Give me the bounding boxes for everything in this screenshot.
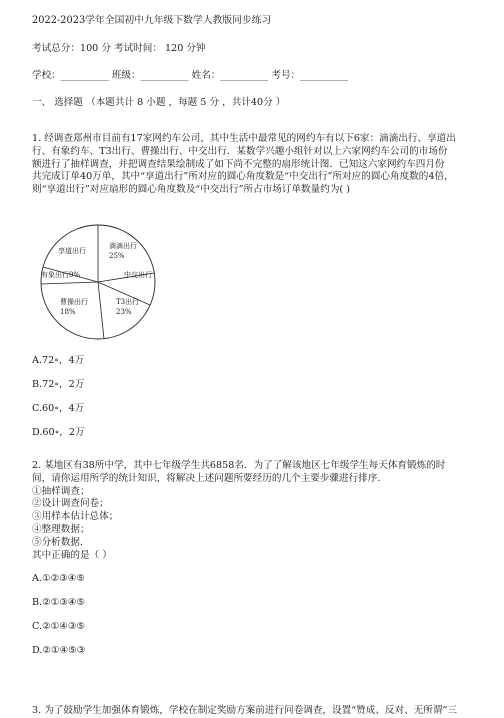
q2-option-b: B.②①③④⑤ (32, 597, 86, 608)
score-info: 考试总分：100 分 考试时间： 120 分钟 (32, 43, 206, 54)
question-2-line: 间，请你运用所学的统计知识，将解决上述问题所要经历的几个主要步骤进行排序． (32, 472, 387, 484)
question-1-line: 额进行了抽样调查，并把调查结果绘制成了如下尚不完整的扇形统计图．已知这六家网约车四月份 (32, 158, 445, 170)
question-2-line: 2. 某地区有38所中学，其中七年级学生共6858名．为了了解该地区七年级学生每天体育锻炼的时 (32, 460, 446, 471)
pie-label-caocao: 曹操出行 (60, 298, 88, 306)
pie-label-t3-pct: 23% (116, 308, 132, 316)
q2-option-a: A.①②③④⑤ (32, 573, 85, 584)
question-2-line: ③用样本估计总体； (32, 511, 119, 523)
pie-label-t3: T3出行 (116, 298, 140, 306)
question-2-line: ⑤分析数据． (32, 536, 90, 548)
q1-option-c: C.60∘，4万 (32, 403, 85, 414)
question-1-line: 共完成订单40万单，其中“享道出行”所对应的圆心角度数是“中交出行”所对应的圆心角度数的4倍， (32, 171, 454, 183)
pie-label-caocao-pct: 18% (60, 308, 76, 316)
pie-label-zhongjiao: 中交出行 (124, 271, 152, 279)
q1-option-a: A.72∘，4万 (32, 355, 85, 366)
pie-label-didi: 滴滴出行 (109, 242, 137, 250)
q1-option-b: B.72∘，2万 (32, 379, 85, 390)
question-3-text: 3. 为了鼓励学生加强体育锻炼，学校在制定奖励方案前进行问卷调查，设置“赞成、反对、无所谓”三 (32, 705, 457, 716)
pie-label-xiangdao: 享道出行 (58, 247, 86, 255)
question-1-text (32, 133, 480, 197)
pie-label-youxiang: 有象出行9% (41, 271, 81, 279)
question-2-line: ①抽样调查； (32, 485, 90, 497)
section-heading: 一、 选择题 （本题共计 8 小题 ，每题 5 分 ，共计40分 ） (32, 97, 286, 108)
student-info: 学校：__________ 班级：__________ 姓名：__________ 考号：__________ (32, 70, 349, 81)
question-2-line: ②设计调查问卷； (32, 498, 109, 510)
question-2-text (32, 460, 480, 562)
q2-option-d: D.②①④⑤③ (32, 645, 86, 656)
question-2-line: ④整理数据； (32, 523, 90, 535)
page-title: 2022-2023学年全国初中九年级下数学人教版同步练习 (32, 15, 272, 26)
question-1-line: 1. 经调查郑州市目前有17家网约车公司，其中生活中最常见的网约车有以下6家：滴滴出行、享道出 (32, 133, 456, 144)
q1-option-d: D.60∘，2万 (32, 427, 85, 438)
pie-label-didi-pct: 25% (109, 252, 125, 260)
q2-option-c: C.②①④③⑤ (32, 621, 86, 632)
question-1-line: 则“享道出行”对应扇形的圆心角度数及“中交出行”所占市场订单数量约为( ) (32, 184, 350, 196)
question-1-line: 行、有象约车、T3出行、曹操出行、中交出行．某数学兴趣小组针对以上六家网约车公司的市场份 (32, 145, 448, 157)
pie-chart (30, 222, 170, 342)
question-2-line: 其中正确的是（ ） (32, 549, 112, 561)
